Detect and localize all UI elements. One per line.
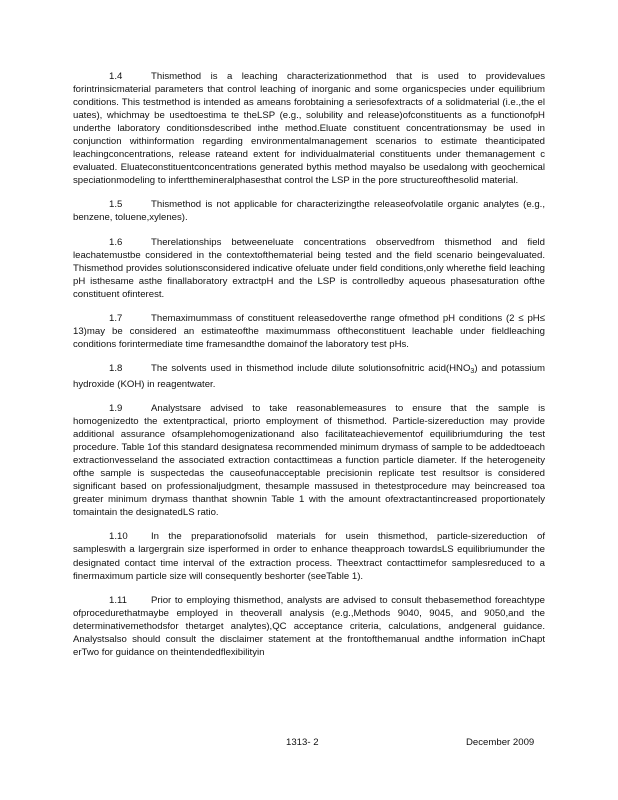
paragraph-text: Thismethod is a leaching characterizationmethod that is used to providevalues forintrinsicmaterial parameters that control leaching of inorganic and some organicspecies under equilibrium conditions. This testmethod is intended as ameans forobtaining a seriesofextracts of a solidmaterial (i.e.,the el uates), whichmay be usedtoestima te theLSP (e.g., solubility and release)ofconstituents as a functionofpH underthe laboratory conditionsdescribed inthe method.Eluate constituent concentrationsmay be used in conjunction withinformation regarding environmentalmanagement scenarios to estimate theanticipated leachingconcentrations, release rateand extent for individualmaterial constituents under themanagement c evaluated. Eluateconstituentconcentrations generated bythis method mayalso be usedalong with geochemical speciationmodeling to infertthemineralphasesthat control the LSP in the pore structureofthesolid material. bbox=[73, 71, 545, 187]
paragraph-1-6 bbox=[73, 236, 545, 301]
paragraph-text-tail: ) and potassium hydroxide (KOH) in reagentwater. bbox=[73, 362, 545, 390]
paragraph-1-7 bbox=[73, 312, 545, 351]
section-number: 1.10 bbox=[109, 531, 128, 543]
document-body bbox=[73, 70, 545, 670]
paragraph-text: Prior to employing thismethod, analysts are advised to consult thebasemethod foreachtype ofprocedurethatmaybe employed in theoverall analysis (e.g.,Methods 9040, 9045, and 9050,and the determinativemethodsfor thetarget analytes),QC acceptance criteria, calculations, andgeneral guidance. Analystsalso should consult the disclaimer statement at the frontofthemanual andthe information inChapt erTwo for guidance on theintendedflexibilityin bbox=[73, 594, 545, 658]
section-number: 1.4 bbox=[109, 71, 123, 82]
subscript: 3 bbox=[470, 367, 475, 375]
paragraph-1-4 bbox=[73, 70, 545, 187]
section-number: 1.6 bbox=[109, 236, 123, 248]
paragraph-1-10 bbox=[73, 530, 545, 582]
paragraph-text: The solvents used in thismethod include dilute solutionsofnitric acid(HNO bbox=[151, 362, 471, 374]
section-number: 1.7 bbox=[109, 312, 123, 324]
paragraph-1-5 bbox=[73, 198, 545, 224]
paragraph-1-9 bbox=[73, 402, 545, 519]
paragraph-1-8 bbox=[73, 362, 545, 391]
section-number: 1.11 bbox=[109, 594, 127, 606]
paragraph-1-11 bbox=[73, 594, 545, 659]
paragraph-text: Analystsare advised to take reasonablemeasures to ensure that the sample is homogenizedto the extentpractical, priorto employment of thismethod. Particle-sizereduction may provide additional assurance ofsamplehomogenizationand also facilitateachievementof equilibriumduring the test procedure. Table 1of this standard designatesa recommended minimum drymass of sample to be addedtoeach extractionvesseland the associated extraction contacttimeas a function particle diameter. If the heterogeneity ofthe sample is suspectedas the causeofunacceptable precisionin replicate test resultsor is considered significant based on professionaljudgment, thesample massused in thetestprocedure may beincreased toa greater minimum drymass thanthat shownin Table 1 with the amount ofextractantincreased proportionately tomaintain the designatedLS ratio. bbox=[73, 402, 545, 519]
page-number: 1313- 2 bbox=[286, 737, 319, 748]
paragraph-text: Thismethod is not applicable for characterizingthe releaseofvolatile organic analytes (e.g., benzene, toluene,xylenes). bbox=[73, 199, 545, 224]
paragraph-text: Therelationships betweeneluate concentrations observedfrom thismethod and field leachatemustbe considered in the contextofthematerial being tested and the field scenario beingevaluated. Thismethod provides solutionsconsidered indicative ofeluate under field conditions,only wherethe field leaching pH isthesame asthe finallaboratory extractpH and the LSP is controlledby aqueous phasesaturation ofthe constituent ofinterest. bbox=[73, 236, 545, 300]
paragraph-text: In the preparationofsolid materials for usein thismethod, particle-sizereduction of sampleswith a largergrain size isperformed in order to enhance theapproach towardsLS equilibriumunder the designated contact time interval of the extraction process. Theextract contacttimefor samplesreduced to a finermaximum particle size will consequently beshorter (seeTable 1). bbox=[73, 531, 545, 582]
revision-date: December 2009 bbox=[466, 737, 535, 748]
section-number: 1.8 bbox=[109, 362, 123, 374]
section-number: 1.5 bbox=[109, 199, 123, 211]
section-number: 1.9 bbox=[109, 402, 123, 414]
paragraph-text: Themaximummass of constituent releasedoverthe range ofmethod pH conditions (2 ≤ pH≤ 13)may be considered an estimateofthe maximummass oftheconstituent leachable under fieldleaching conditions forintermediate time framesandthe domainof the laboratory test pHs. bbox=[73, 312, 545, 350]
